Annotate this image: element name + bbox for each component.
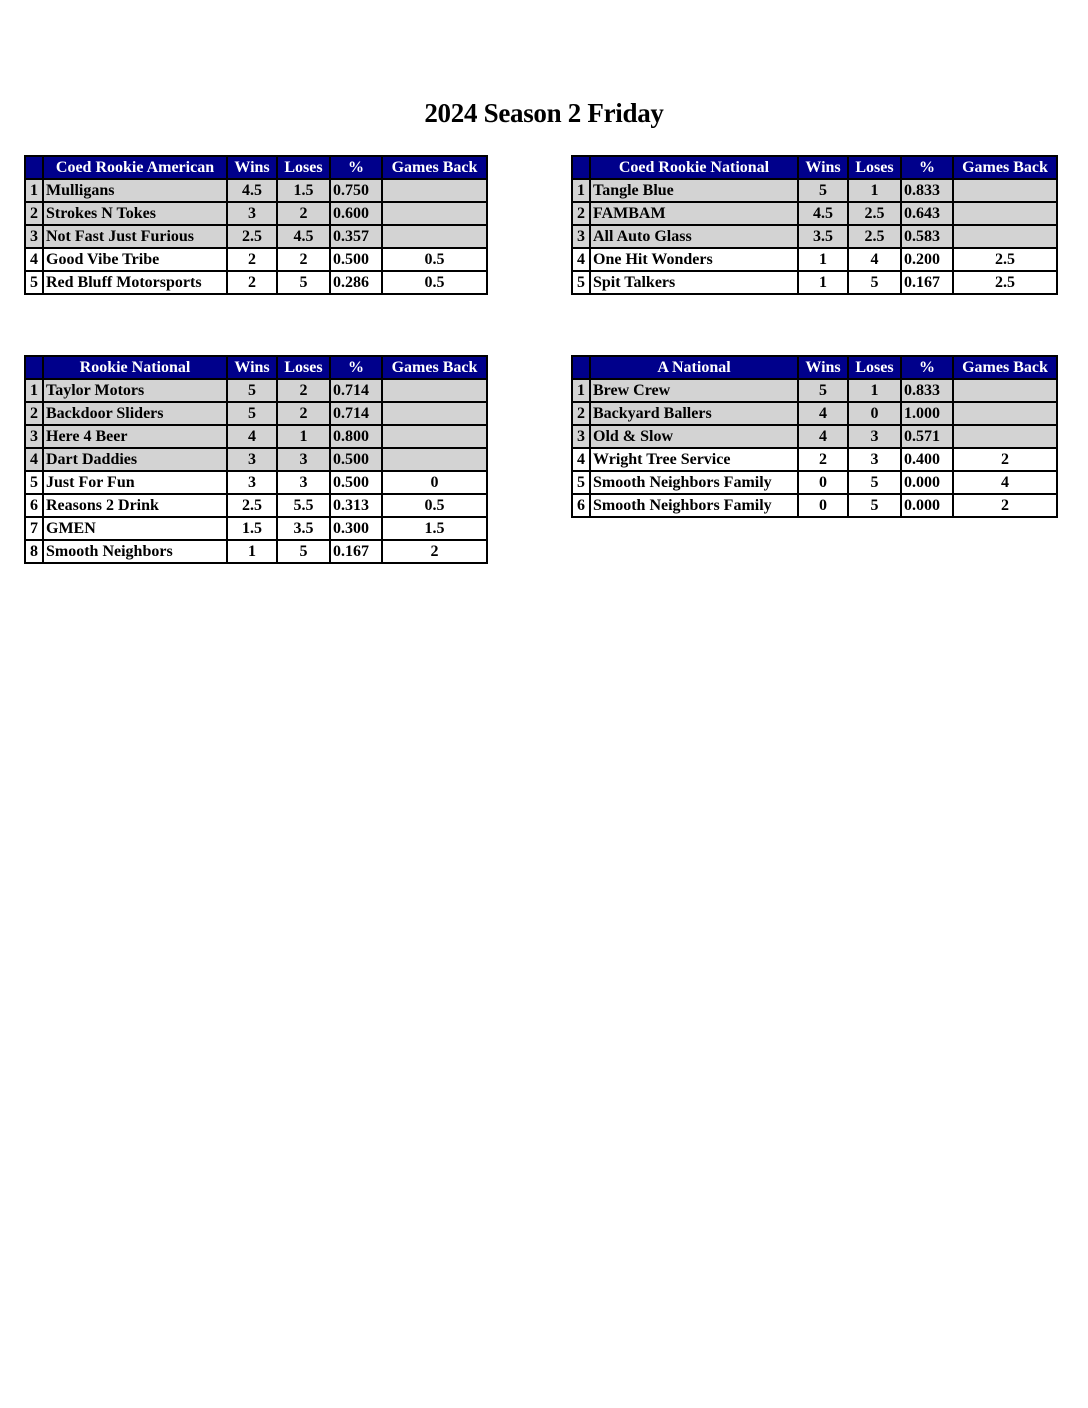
table-header-row bbox=[25, 356, 487, 379]
division-name: A National bbox=[590, 356, 798, 379]
table-row bbox=[572, 271, 1057, 294]
pct-cell: 0.000 bbox=[901, 494, 953, 517]
games-back-cell bbox=[953, 402, 1057, 425]
wins-cell: 2 bbox=[798, 448, 848, 471]
pct-cell: 0.583 bbox=[901, 225, 953, 248]
games-back-cell: 2 bbox=[953, 448, 1057, 471]
games-back-cell: 2.5 bbox=[953, 248, 1057, 271]
loses-header: Loses bbox=[277, 356, 330, 379]
pct-header: % bbox=[901, 356, 953, 379]
loses-cell: 4.5 bbox=[277, 225, 330, 248]
wins-cell: 2 bbox=[227, 271, 277, 294]
wins-header: Wins bbox=[227, 356, 277, 379]
team-cell: Smooth Neighbors Family bbox=[590, 471, 798, 494]
rank-header bbox=[572, 156, 590, 179]
pct-cell: 0.200 bbox=[901, 248, 953, 271]
loses-cell: 2.5 bbox=[848, 202, 901, 225]
wins-cell: 1 bbox=[798, 271, 848, 294]
rank-cell: 5 bbox=[25, 471, 43, 494]
pct-header: % bbox=[330, 156, 382, 179]
pct-cell: 0.357 bbox=[330, 225, 382, 248]
loses-cell: 3 bbox=[848, 448, 901, 471]
table-row bbox=[572, 425, 1057, 448]
games-back-header: Games Back bbox=[382, 156, 487, 179]
table-header-row bbox=[572, 356, 1057, 379]
table-row bbox=[572, 225, 1057, 248]
wins-cell: 1 bbox=[227, 540, 277, 563]
rank-cell: 5 bbox=[25, 271, 43, 294]
rank-header bbox=[572, 356, 590, 379]
loses-cell: 5 bbox=[277, 540, 330, 563]
loses-cell: 5 bbox=[277, 271, 330, 294]
pct-cell: 0.500 bbox=[330, 471, 382, 494]
games-back-cell: 0 bbox=[382, 471, 487, 494]
division-name: Rookie National bbox=[43, 356, 227, 379]
loses-cell: 5.5 bbox=[277, 494, 330, 517]
rank-header bbox=[25, 156, 43, 179]
rank-cell: 3 bbox=[572, 225, 590, 248]
wins-cell: 4 bbox=[227, 425, 277, 448]
rank-cell: 5 bbox=[572, 471, 590, 494]
rank-cell: 5 bbox=[572, 271, 590, 294]
table-row bbox=[25, 179, 487, 202]
table-row bbox=[25, 202, 487, 225]
team-cell: Red Bluff Motorsports bbox=[43, 271, 227, 294]
team-cell: Mulligans bbox=[43, 179, 227, 202]
team-cell: Spit Talkers bbox=[590, 271, 798, 294]
table-row bbox=[572, 179, 1057, 202]
games-back-cell: 0.5 bbox=[382, 248, 487, 271]
wins-cell: 5 bbox=[798, 179, 848, 202]
pct-cell: 0.286 bbox=[330, 271, 382, 294]
wins-cell: 5 bbox=[227, 402, 277, 425]
wins-cell: 5 bbox=[798, 379, 848, 402]
games-back-cell bbox=[382, 448, 487, 471]
team-cell: Brew Crew bbox=[590, 379, 798, 402]
wins-cell: 4 bbox=[798, 402, 848, 425]
loses-cell: 2 bbox=[277, 248, 330, 271]
wins-header: Wins bbox=[798, 156, 848, 179]
games-back-cell: 4 bbox=[953, 471, 1057, 494]
loses-cell: 2.5 bbox=[848, 225, 901, 248]
team-cell: Dart Daddies bbox=[43, 448, 227, 471]
pct-cell: 0.833 bbox=[901, 379, 953, 402]
pct-cell: 0.500 bbox=[330, 448, 382, 471]
loses-header: Loses bbox=[848, 156, 901, 179]
wins-cell: 2 bbox=[227, 248, 277, 271]
pct-cell: 0.643 bbox=[901, 202, 953, 225]
table-header-row bbox=[572, 156, 1057, 179]
pct-cell: 1.000 bbox=[901, 402, 953, 425]
pct-cell: 0.833 bbox=[901, 179, 953, 202]
loses-cell: 2 bbox=[277, 202, 330, 225]
games-back-cell: 2.5 bbox=[953, 271, 1057, 294]
table-row bbox=[25, 448, 487, 471]
games-back-cell bbox=[382, 425, 487, 448]
loses-cell: 4 bbox=[848, 248, 901, 271]
table-row bbox=[25, 271, 487, 294]
team-cell: Just For Fun bbox=[43, 471, 227, 494]
loses-cell: 5 bbox=[848, 494, 901, 517]
wins-cell: 4.5 bbox=[798, 202, 848, 225]
rank-cell: 4 bbox=[572, 248, 590, 271]
pct-cell: 0.750 bbox=[330, 179, 382, 202]
team-cell: Strokes N Tokes bbox=[43, 202, 227, 225]
wins-cell: 3 bbox=[227, 202, 277, 225]
rank-cell: 1 bbox=[572, 179, 590, 202]
table-row bbox=[25, 471, 487, 494]
rank-cell: 8 bbox=[25, 540, 43, 563]
games-back-cell: 1.5 bbox=[382, 517, 487, 540]
loses-cell: 1.5 bbox=[277, 179, 330, 202]
rank-cell: 3 bbox=[25, 225, 43, 248]
wins-cell: 1 bbox=[798, 248, 848, 271]
loses-cell: 2 bbox=[277, 379, 330, 402]
rank-cell: 6 bbox=[25, 494, 43, 517]
rank-cell: 6 bbox=[572, 494, 590, 517]
loses-cell: 3.5 bbox=[277, 517, 330, 540]
pct-cell: 0.300 bbox=[330, 517, 382, 540]
games-back-cell bbox=[953, 179, 1057, 202]
wins-cell: 1.5 bbox=[227, 517, 277, 540]
games-back-cell: 2 bbox=[382, 540, 487, 563]
table-row bbox=[572, 248, 1057, 271]
rank-cell: 2 bbox=[572, 202, 590, 225]
loses-cell: 0 bbox=[848, 402, 901, 425]
team-cell: Taylor Motors bbox=[43, 379, 227, 402]
standings-table-coed-rookie-american bbox=[24, 155, 488, 295]
team-cell: FAMBAM bbox=[590, 202, 798, 225]
wins-cell: 4 bbox=[798, 425, 848, 448]
games-back-cell: 0.5 bbox=[382, 271, 487, 294]
rank-cell: 4 bbox=[25, 448, 43, 471]
wins-cell: 2.5 bbox=[227, 494, 277, 517]
pct-cell: 0.500 bbox=[330, 248, 382, 271]
team-cell: Smooth Neighbors bbox=[43, 540, 227, 563]
table-row bbox=[25, 540, 487, 563]
rank-header bbox=[25, 356, 43, 379]
pct-header: % bbox=[330, 356, 382, 379]
rank-cell: 4 bbox=[25, 248, 43, 271]
team-cell: Tangle Blue bbox=[590, 179, 798, 202]
team-cell: All Auto Glass bbox=[590, 225, 798, 248]
rank-cell: 3 bbox=[25, 425, 43, 448]
table-row bbox=[25, 379, 487, 402]
wins-cell: 4.5 bbox=[227, 179, 277, 202]
pct-cell: 0.313 bbox=[330, 494, 382, 517]
pct-cell: 0.571 bbox=[901, 425, 953, 448]
standings-table-a-national bbox=[571, 355, 1058, 518]
table-row bbox=[25, 517, 487, 540]
pct-cell: 0.167 bbox=[330, 540, 382, 563]
loses-cell: 5 bbox=[848, 471, 901, 494]
team-cell: Wright Tree Service bbox=[590, 448, 798, 471]
games-back-cell bbox=[953, 225, 1057, 248]
team-cell: One Hit Wonders bbox=[590, 248, 798, 271]
rank-cell: 1 bbox=[572, 379, 590, 402]
games-back-cell: 2 bbox=[953, 494, 1057, 517]
rank-cell: 7 bbox=[25, 517, 43, 540]
table-row bbox=[25, 225, 487, 248]
team-cell: Reasons 2 Drink bbox=[43, 494, 227, 517]
games-back-header: Games Back bbox=[382, 356, 487, 379]
table-row bbox=[25, 248, 487, 271]
games-back-cell bbox=[953, 425, 1057, 448]
games-back-cell bbox=[382, 225, 487, 248]
table-row bbox=[25, 425, 487, 448]
wins-cell: 0 bbox=[798, 494, 848, 517]
loses-header: Loses bbox=[848, 356, 901, 379]
team-cell: Old & Slow bbox=[590, 425, 798, 448]
pct-cell: 0.600 bbox=[330, 202, 382, 225]
games-back-header: Games Back bbox=[953, 356, 1057, 379]
wins-cell: 3.5 bbox=[798, 225, 848, 248]
team-cell: Backdoor Sliders bbox=[43, 402, 227, 425]
table-row bbox=[572, 379, 1057, 402]
division-name: Coed Rookie National bbox=[590, 156, 798, 179]
wins-header: Wins bbox=[798, 356, 848, 379]
table-row bbox=[572, 448, 1057, 471]
pct-cell: 0.400 bbox=[901, 448, 953, 471]
pct-cell: 0.714 bbox=[330, 402, 382, 425]
team-cell: Good Vibe Tribe bbox=[43, 248, 227, 271]
team-cell: Not Fast Just Furious bbox=[43, 225, 227, 248]
loses-cell: 3 bbox=[277, 471, 330, 494]
table-row bbox=[572, 202, 1057, 225]
games-back-header: Games Back bbox=[953, 156, 1057, 179]
rank-cell: 2 bbox=[25, 402, 43, 425]
wins-cell: 0 bbox=[798, 471, 848, 494]
loses-cell: 3 bbox=[848, 425, 901, 448]
pct-cell: 0.000 bbox=[901, 471, 953, 494]
games-back-cell bbox=[953, 379, 1057, 402]
games-back-cell bbox=[382, 402, 487, 425]
team-cell: GMEN bbox=[43, 517, 227, 540]
rank-cell: 3 bbox=[572, 425, 590, 448]
table-row bbox=[572, 494, 1057, 517]
team-cell: Backyard Ballers bbox=[590, 402, 798, 425]
wins-cell: 2.5 bbox=[227, 225, 277, 248]
pct-cell: 0.800 bbox=[330, 425, 382, 448]
division-name: Coed Rookie American bbox=[43, 156, 227, 179]
rank-cell: 1 bbox=[25, 179, 43, 202]
loses-cell: 1 bbox=[277, 425, 330, 448]
rank-cell: 4 bbox=[572, 448, 590, 471]
wins-header: Wins bbox=[227, 156, 277, 179]
wins-cell: 3 bbox=[227, 471, 277, 494]
wins-cell: 5 bbox=[227, 379, 277, 402]
table-row bbox=[25, 494, 487, 517]
table-row bbox=[572, 402, 1057, 425]
standings-table-coed-rookie-national bbox=[571, 155, 1058, 295]
loses-cell: 5 bbox=[848, 271, 901, 294]
team-cell: Smooth Neighbors Family bbox=[590, 494, 798, 517]
standings-table-rookie-national bbox=[24, 355, 488, 564]
wins-cell: 3 bbox=[227, 448, 277, 471]
games-back-cell bbox=[382, 379, 487, 402]
pct-cell: 0.167 bbox=[901, 271, 953, 294]
games-back-cell bbox=[953, 202, 1057, 225]
table-row bbox=[25, 402, 487, 425]
pct-header: % bbox=[901, 156, 953, 179]
loses-cell: 1 bbox=[848, 179, 901, 202]
table-header-row bbox=[25, 156, 487, 179]
loses-header: Loses bbox=[277, 156, 330, 179]
loses-cell: 2 bbox=[277, 402, 330, 425]
rank-cell: 1 bbox=[25, 379, 43, 402]
games-back-cell bbox=[382, 179, 487, 202]
games-back-cell: 0.5 bbox=[382, 494, 487, 517]
loses-cell: 1 bbox=[848, 379, 901, 402]
table-row bbox=[572, 471, 1057, 494]
team-cell: Here 4 Beer bbox=[43, 425, 227, 448]
page-title: 2024 Season 2 Friday bbox=[424, 98, 664, 128]
rank-cell: 2 bbox=[25, 202, 43, 225]
rank-cell: 2 bbox=[572, 402, 590, 425]
games-back-cell bbox=[382, 202, 487, 225]
loses-cell: 3 bbox=[277, 448, 330, 471]
pct-cell: 0.714 bbox=[330, 379, 382, 402]
